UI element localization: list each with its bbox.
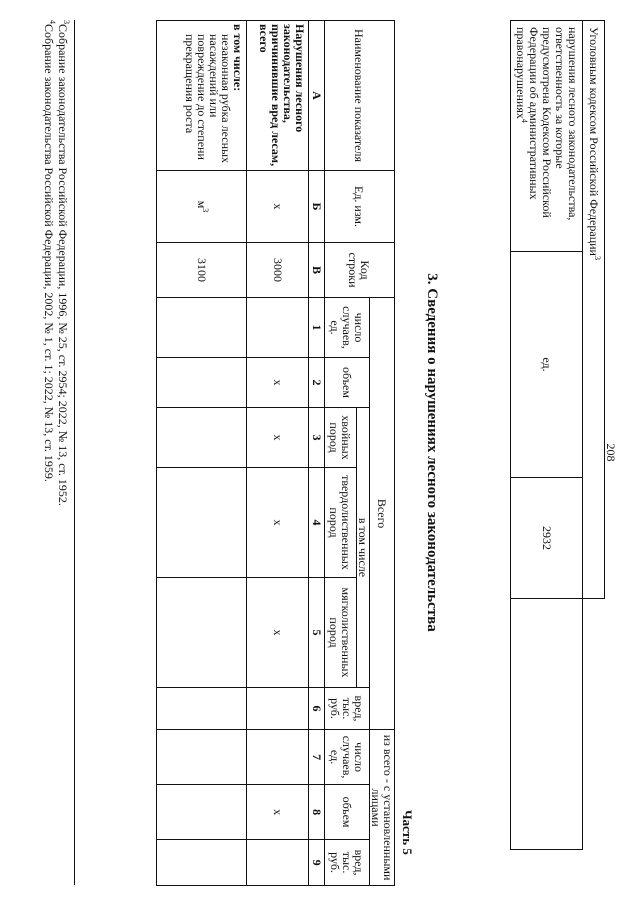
col-letter: 1: [309, 298, 325, 358]
header-volume2: объем: [325, 785, 370, 840]
row-3000-unit: х: [247, 171, 309, 243]
footnotes: [42, 20, 75, 885]
row-3100-cell: [157, 730, 247, 785]
row-3000-cell: [247, 298, 309, 358]
col-letter: 2: [309, 358, 325, 408]
row-3000-cell: [247, 840, 309, 886]
row-3100-name: незаконная рубка лесных насаждений или повреждение до степени прекращения роста: [183, 34, 233, 164]
row-3100-unit-sup: 3: [201, 208, 210, 213]
row-3100-cell: [157, 840, 247, 886]
footnote-4: [42, 20, 56, 885]
top-unit-cell: ед.: [511, 252, 583, 478]
col-letter: 6: [309, 688, 325, 730]
row-3000-cell: х: [247, 578, 309, 688]
header-damage2: вред, тыс. руб.: [325, 840, 370, 886]
header-name: Наименование показателя: [325, 21, 395, 171]
page-number: 208: [604, 443, 618, 462]
row-3100-cell: [157, 578, 247, 688]
col-letter: 9: [309, 840, 325, 886]
row-3100-cell: [157, 688, 247, 730]
footnote-3: [56, 20, 70, 885]
row-3000-name: Нарушения лесного законодательства, причинившие вред лесам, всего: [247, 21, 309, 171]
header-cases2: число случаев, ед.: [325, 730, 370, 785]
row-3100-unit: м: [195, 200, 209, 209]
part-label: Часть 5: [400, 810, 415, 855]
header-coniferous: хвойных пород: [325, 408, 357, 468]
header-unit: Ед. изм.: [325, 171, 395, 243]
header-damage: вред, тыс. руб.: [325, 688, 370, 730]
row-3000-cell: х: [247, 468, 309, 578]
col-letter: В: [309, 243, 325, 298]
header-hardwood: твердолиственных пород: [325, 468, 357, 578]
top-table: [510, 20, 605, 850]
footnote-mark-4: 4: [520, 118, 529, 123]
row-3100-cell: [157, 785, 247, 840]
footnote-4-text: Собрание законодательства Российской Федерации, 2002, № 1, ст. 1; 2022, № 13, ст. 1959.: [42, 24, 56, 482]
row-3000-cell: х: [247, 408, 309, 468]
footnote-3-text: Собрание законодательства Российской Федерации, 1996, № 25, ст. 2954; 2022, № 13, ст. 1952.: [56, 24, 70, 506]
section-title: 3. Сведения о нарушениях лесного законодательства: [424, 273, 440, 632]
header-total: Всего: [370, 298, 395, 730]
col-letter: 7: [309, 730, 325, 785]
header-volume: объем: [325, 358, 370, 408]
top-empty-cell: [511, 599, 583, 850]
header-including: в том числе: [357, 408, 370, 688]
top-row-criminal: [583, 21, 605, 599]
row-3100-cell: [157, 298, 247, 358]
column-letters-row: [309, 21, 325, 886]
top-code-cell: 2932: [511, 478, 583, 599]
row-3000-cell: [247, 688, 309, 730]
top-row-admin: [511, 21, 583, 252]
header-code: Код строки: [325, 243, 395, 298]
header-established: из всего - с установленными лицами: [370, 730, 395, 886]
header-softwood: мягколиственных пород: [325, 578, 357, 688]
row-3000-code: 3000: [247, 243, 309, 298]
col-letter: А: [309, 21, 325, 171]
row-3100-cell: [157, 358, 247, 408]
criminal-code-label: Уголовным кодексом Российской Федерации: [587, 27, 601, 256]
admin-code-label: нарушения лесного законодательства, ответственность за которые предусмотрена Кодексом Российской Федерации об административных правонарушениях: [514, 27, 580, 221]
footnote-4-mark: 4: [48, 20, 57, 24]
footnote-3-mark: 3: [62, 20, 71, 24]
row-3100-cell: [157, 408, 247, 468]
col-letter: Б: [309, 171, 325, 243]
row-3100-cell: [157, 468, 247, 578]
row-3100-name-cell: [157, 21, 247, 171]
col-letter: 3: [309, 408, 325, 468]
footnote-mark-3: 3: [593, 255, 602, 260]
row-3000-cell: х: [247, 785, 309, 840]
row-3000-cell: [247, 730, 309, 785]
col-letter: 5: [309, 578, 325, 688]
row-3100-unit-cell: [157, 171, 247, 243]
row-3100-code: 3100: [157, 243, 247, 298]
row-3000-cell: х: [247, 358, 309, 408]
col-letter: 8: [309, 785, 325, 840]
row-3100-prefix: в том числе:: [231, 24, 245, 92]
col-letter: 4: [309, 468, 325, 578]
header-cases: число случаев, ед.: [325, 298, 370, 358]
table-row: [157, 21, 247, 886]
table-row: [247, 21, 309, 886]
main-table: [156, 20, 395, 886]
